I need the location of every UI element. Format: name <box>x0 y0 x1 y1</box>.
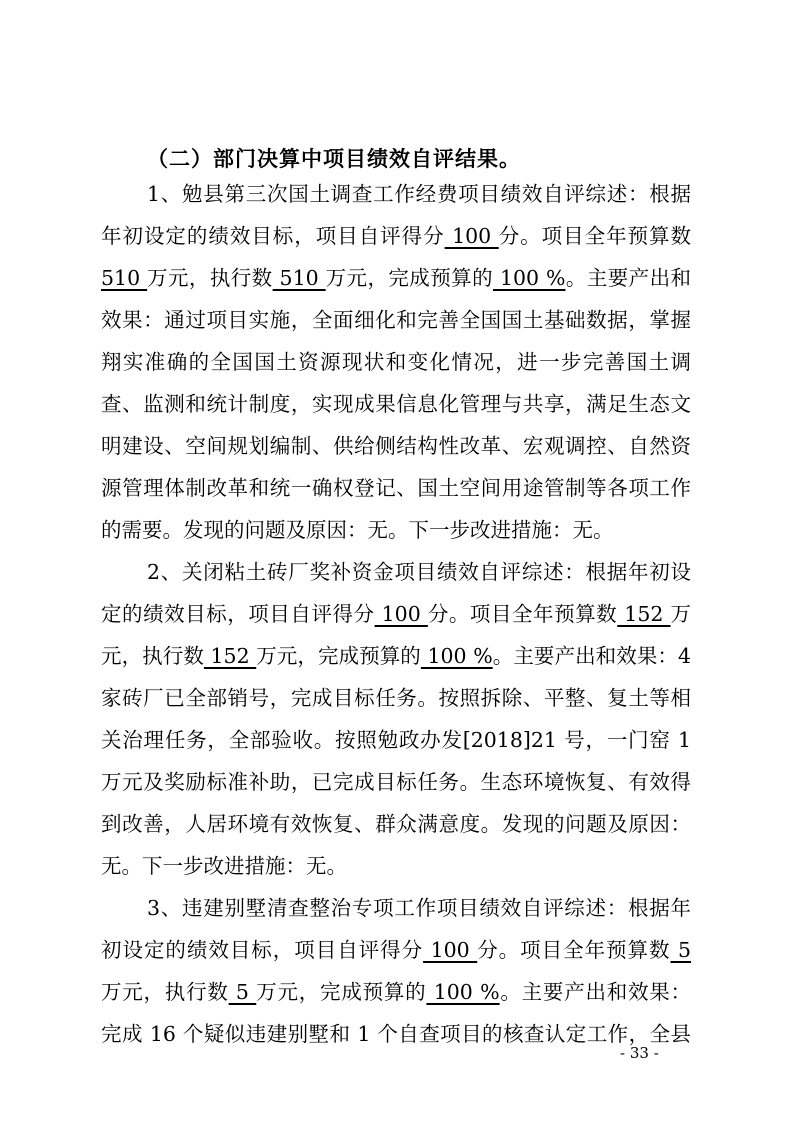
score-value: 100 <box>423 938 478 962</box>
executed-value: 510 <box>272 266 326 290</box>
budget-value: 5 <box>670 938 692 962</box>
p1-line-1: 1、勉县第三次国土调查工作经费项目绩效自评综述：根据 <box>147 182 691 206</box>
budget-value: 510 <box>101 266 148 290</box>
p1-line-5: 翔实准确的全国国土资源现状和变化情况，进一步完善国土调 <box>101 350 691 374</box>
section-heading: （二）部门决算中项目绩效自评结果。 <box>147 146 521 171</box>
p1-line-4: 效果：通过项目实施，全面细化和完善全国国土基础数据，掌握 <box>101 308 691 332</box>
p1-line-7: 明建设、空间规划编制、供给侧结构性改革、宏观调控、自然资 <box>101 434 691 458</box>
p2-line-6: 万元及奖励标准补助，已完成目标任务。生态环境恢复、有效得 <box>101 770 691 794</box>
p2-line-1: 2、关闭粘土砖厂奖补资金项目绩效自评综述：根据年初设 <box>147 560 691 584</box>
p2-line-7: 到改善，人居环境有效恢复、群众满意度。发现的问题及原因： <box>101 812 691 836</box>
p2-line-5: 关治理任务，全部验收。按照勉政办发[2018]21 号，一门窑 1 <box>101 728 691 752</box>
p3-line-1: 3、违建别墅清查整治专项工作项目绩效自评综述：根据年 <box>147 896 691 920</box>
p2-line-4: 家砖厂已全部销号，完成目标任务。按照拆除、平整、复土等相 <box>101 686 691 710</box>
page-number: - 33 - <box>620 1044 659 1062</box>
score-value: 100 <box>374 602 428 626</box>
p2-line-3: 元，执行数 152 万元，完成预算的 100 %。主要产出和效果：4 <box>101 644 692 668</box>
p1-line-9: 的需要。发现的问题及原因：无。下一步改进措施：无。 <box>101 518 614 542</box>
p3-line-2: 初设定的绩效目标，项目自评得分 100 分。项目全年预算数 5 <box>101 938 692 962</box>
completion-value: 100 % <box>420 644 493 668</box>
p1-line-8: 源管理体制改革和统一确权登记、国土空间用途管制等各项工作 <box>101 476 691 500</box>
completion-value: 100 % <box>426 980 500 1004</box>
p1-line-3: 510 万元，执行数 510 万元，完成预算的 100 %。主要产出和 <box>101 266 692 290</box>
p1-line-6: 查、监测和统计制度，实现成果信息化管理与共享，满足生态文 <box>101 392 691 416</box>
p2-line-8: 无。下一步改进措施：无。 <box>101 854 347 878</box>
executed-value: 152 <box>203 644 257 668</box>
p3-line-3: 万元，执行数 5 万元，完成预算的 100 %。主要产出和效果： <box>101 980 692 1004</box>
p3-line-4: 完成 16 个疑似违建别墅和 1 个自查项目的核查认定工作，全县 <box>101 1022 691 1046</box>
executed-value: 5 <box>228 980 257 1004</box>
completion-value: 100 % <box>493 266 566 290</box>
p2-line-2: 定的绩效目标，项目自评得分 100 分。项目全年预算数 152 万 <box>101 602 691 626</box>
p1-line-2: 年初设定的绩效目标，项目自评得分 100 分。项目全年预算数 <box>101 224 691 248</box>
budget-value: 152 <box>617 602 671 626</box>
score-value: 100 <box>444 224 499 248</box>
